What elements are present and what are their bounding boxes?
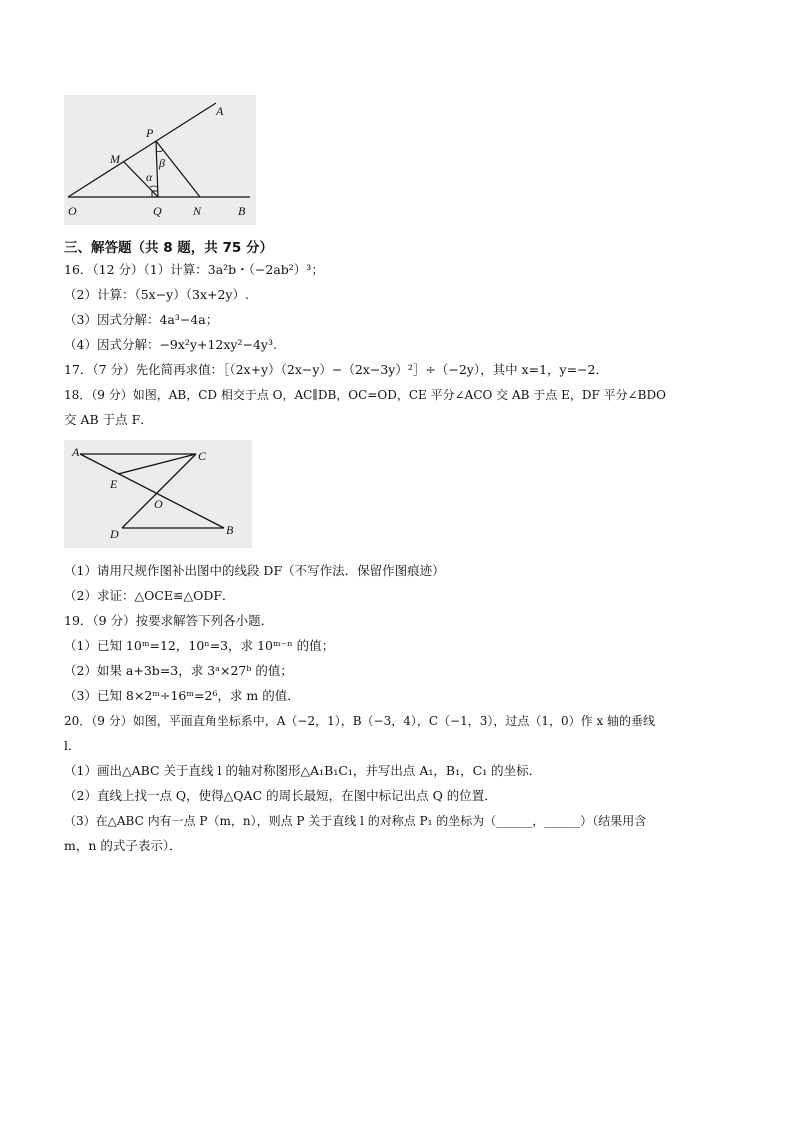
angle-alpha-arc <box>150 186 157 187</box>
q18-sub1: （1）请用尺规作图补出图中的线段 DF（不写作法．保留作图痕迹） <box>64 563 445 578</box>
q16-part2: （2）计算：（5x−y）（3x+2y）. <box>64 287 249 302</box>
figure-angle-svg <box>64 95 256 225</box>
label-A: A <box>216 104 224 118</box>
label-O: O <box>154 497 163 511</box>
q20-line2: l． <box>64 738 81 753</box>
label-D: D <box>110 527 119 541</box>
figure-triangles-svg <box>64 440 252 548</box>
segment-CE <box>118 454 196 474</box>
segment-CD <box>122 454 196 528</box>
ray-OA <box>68 103 216 197</box>
q20-sub3: （3）在△ABC 内有一点 P（m，n），则点 P 关于直线 l 的对称点 P₁ 的坐标为（______，______）（结果用含 <box>64 814 647 828</box>
label-beta: β <box>159 156 165 170</box>
label-Q: Q <box>153 204 162 218</box>
q19-sub1: （1）已知 10ᵐ=12，10ⁿ=3，求 10ᵐ⁻ⁿ 的值； <box>64 638 335 653</box>
label-C: C <box>198 449 207 463</box>
label-P: P <box>146 126 154 140</box>
q18-line2: 交 AB 于点 F． <box>64 412 153 427</box>
q16-part3: （3）因式分解：4a³−4a； <box>64 312 219 327</box>
section-title: 三、解答题（共 8 题，共 75 分） <box>64 240 273 256</box>
segment-PQ <box>156 141 158 197</box>
q20-sub3b: m，n 的式子表示）． <box>64 838 182 853</box>
figure-angle-diagram <box>64 95 256 225</box>
q19-sub2: （2）如果 a+3b=3，求 3ᵃ×27ᵇ 的值； <box>64 663 293 678</box>
label-M: M <box>110 152 120 166</box>
q18-sub2: （2）求证：△OCE≌△ODF． <box>64 588 235 603</box>
label-E: E <box>110 477 118 491</box>
figure-triangles <box>64 440 252 548</box>
label-alpha: α <box>146 170 153 184</box>
q20-line1: 20．（9 分）如图，平面直角坐标系中，A（−2，1），B（−3，4），C（−1，3），过点（1，0）作 x 轴的垂线 <box>64 714 656 728</box>
q20-sub2: （2）直线上找一点 Q，使得△QAC 的周长最短，在图中标记出点 Q 的位置． <box>64 788 497 803</box>
q16-part4: （4）因式分解：−9x²y+12xy²−4y³. <box>64 337 277 352</box>
label-B: B <box>238 204 246 218</box>
q17: 17．（7 分）先化简再求值：［（2x+y）（2x−y）−（2x−3y）²］÷（−2y），其中 x=1，y=−2． <box>64 362 609 377</box>
label-N: N <box>193 204 202 218</box>
q16-line1 <box>64 262 754 278</box>
q18-line1: 18．（9 分）如图，AB，CD 相交于点 O，AC∥DB，OC=OD，CE 平分∠ACO 交 AB 于点 E，DF 平分∠BDO <box>64 388 666 402</box>
q19-head: 19．（9 分）按要求解答下列各小题． <box>64 613 274 628</box>
label-B: B <box>226 523 234 537</box>
q19-sub3: （3）已知 8×2ᵐ÷16ᵐ=2⁶，求 m 的值． <box>64 688 300 703</box>
label-O: O <box>68 204 77 218</box>
q16-part1-expr: 3a²b・（−2ab²）³； <box>207 262 324 277</box>
q16-head: 16．（12 分）（1）计算： <box>64 262 208 277</box>
label-A: A <box>72 445 80 459</box>
segment-MQ <box>124 162 158 197</box>
q20-sub1: （1）画出△ABC 关于直线 l 的轴对称图形△A₁B₁C₁，并写出点 A₁，B₁，C₁ 的坐标． <box>64 763 542 778</box>
